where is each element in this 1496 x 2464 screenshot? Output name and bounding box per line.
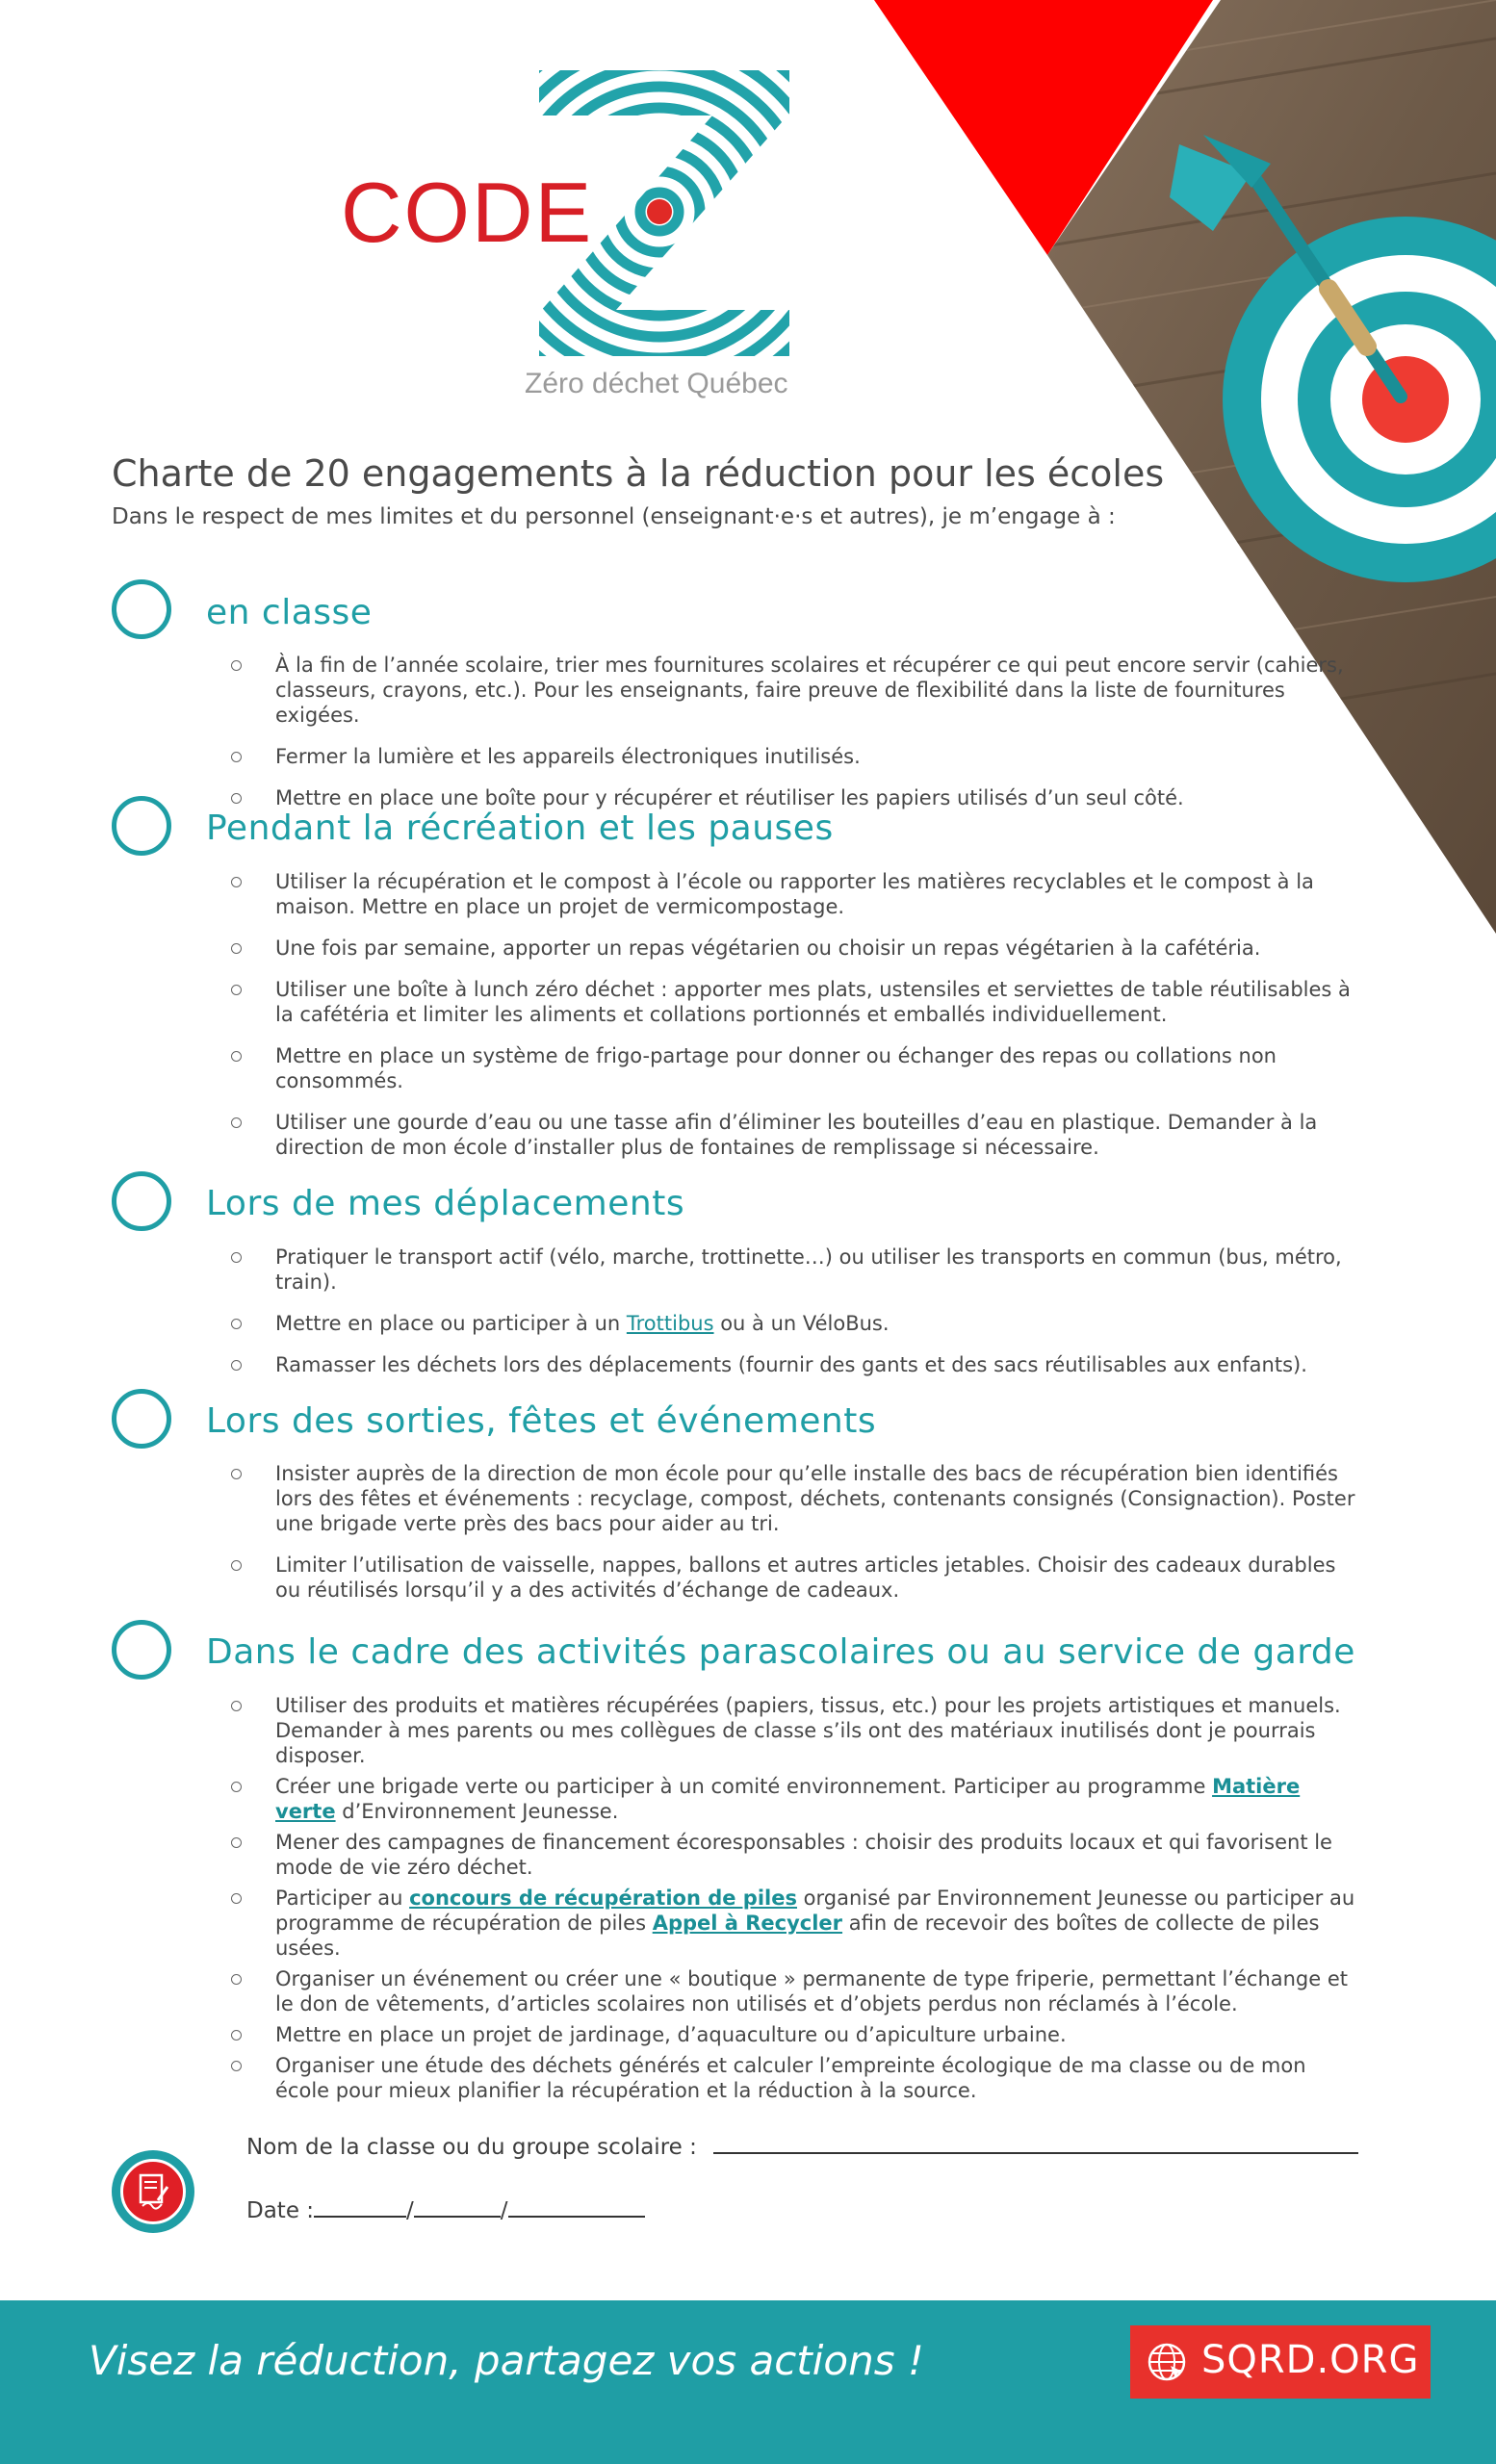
list-item: Mener des campagnes de financement écoresponsables : choisir des produits locaux et qui favorisent le mode de vie zéro déchet. xyxy=(231,1830,1357,1880)
section-title: Lors des sorties, fêtes et événements xyxy=(206,1401,877,1441)
commitment-list xyxy=(231,653,1357,827)
commitment-list xyxy=(231,1245,1357,1394)
commitment-list xyxy=(231,869,1357,1176)
list-item: Insister auprès de la direction de mon école pour qu’elle installe des bacs de récupération bien identifiés lors des fêtes et événements : recyclage, compost, déchets, contenants consignés (Consignaction). Poster une brigade verte près des bacs pour aider au tri. xyxy=(231,1461,1357,1536)
class-name-label: Nom de la classe ou du groupe scolaire : xyxy=(246,2135,697,2160)
list-item: Organiser un événement ou créer une « boutique » permanente de type friperie, permettant l’échange et le don de vêtements, d’articles scolaires non utilisés et d’objets perdus non réclamés à l’école. xyxy=(231,1966,1357,2016)
section-title: en classe xyxy=(206,593,373,632)
list-item: Ramasser les déchets lors des déplacements (fournir des gants et des sacs réutilisables aux enfants). xyxy=(231,1352,1357,1377)
page-title: Charte de 20 engagements à la réduction pour les écoles xyxy=(112,452,1165,495)
logo-tagline: Zéro déchet Québec xyxy=(525,368,788,399)
commitment-list xyxy=(231,1461,1357,1619)
list-item: Utiliser des produits et matières récupérées (papiers, tissus, etc.) pour les projets artistiques et manuels. Demander à mes parents ou mes collègues de classe s’ils ont des matériaux inutilisés dont je pourrais disposer. xyxy=(231,1693,1357,1768)
globe-icon xyxy=(1146,2341,1188,2383)
checkbox-circle[interactable] xyxy=(112,1171,171,1231)
appel-a-recycler-link[interactable]: Appel à Recycler xyxy=(652,1912,843,1935)
section-title: Dans le cadre des activités parascolaires ou au service de garde xyxy=(206,1632,1355,1672)
trottibus-link[interactable]: Trottibus xyxy=(626,1312,714,1335)
list-item: Mettre en place ou participer à un Trottibus ou à un VéloBus. xyxy=(231,1311,1357,1336)
matiere-verte-link[interactable]: Matière verte xyxy=(275,1775,1301,1823)
signature-icon xyxy=(112,2150,194,2233)
checkbox-circle[interactable] xyxy=(112,1620,171,1680)
concours-piles-link[interactable]: concours de récupération de piles xyxy=(409,1886,797,1910)
checkbox-circle[interactable] xyxy=(112,796,171,856)
footer-banner xyxy=(0,2300,1496,2464)
list-item: Créer une brigade verte ou participer à un comité environnement. Participer au programme Matière verte d’Environnement Jeunesse. xyxy=(231,1774,1357,1824)
section-title: Lors de mes déplacements xyxy=(206,1184,685,1223)
checkbox-circle[interactable] xyxy=(112,579,171,639)
list-item: Mettre en place un projet de jardinage, d’aquaculture ou d’apiculture urbaine. xyxy=(231,2022,1357,2047)
z-target-mark xyxy=(327,58,828,375)
section-title: Pendant la récréation et les pauses xyxy=(206,808,834,848)
date-field[interactable]: Date : / / xyxy=(246,2194,645,2223)
date-label: Date : xyxy=(246,2198,315,2223)
page-subtitle: Dans le respect de mes limites et du personnel (enseignant·e·s et autres), je m’engage à : xyxy=(112,504,1116,529)
list-item: Utiliser la récupération et le compost à l’école ou rapporter les matières recyclables et le compost à la maison. Mettre en place un projet de vermicompostage. xyxy=(231,869,1357,919)
logo-code-text: CODE xyxy=(341,165,594,260)
list-item: Participer au concours de récupération de piles organisé par Environnement Jeunesse ou participer au programme de récupération de piles Appel à Recycler afin de recevoir des boîtes de collecte de piles usées. xyxy=(231,1886,1357,1961)
list-item: Mettre en place une boîte pour y récupérer et réutiliser les papiers utilisés d’un seul côté. xyxy=(231,785,1357,810)
website-label: SQRD.ORG xyxy=(1201,2338,1420,2382)
list-item: Utiliser une boîte à lunch zéro déchet : apporter mes plats, ustensiles et serviettes de table réutilisables à la cafétéria et limiter les aliments et collations portionnés et emballés individuellement. xyxy=(231,977,1357,1027)
codez-logo xyxy=(327,58,828,414)
checkbox-circle[interactable] xyxy=(112,1389,171,1449)
footer-slogan: Visez la réduction, partagez vos actions ! xyxy=(89,2337,924,2384)
list-item: Une fois par semaine, apporter un repas végétarien ou choisir un repas végétarien à la cafétéria. xyxy=(231,936,1357,961)
list-item: Pratiquer le transport actif (vélo, marche, trottinette…) ou utiliser les transports en commun (bus, métro, train). xyxy=(231,1245,1357,1295)
website-button[interactable] xyxy=(1130,2325,1431,2399)
list-item: Organiser une étude des déchets générés et calculer l’empreinte écologique de ma classe ou de mon école pour mieux planifier la récupération et la réduction à la source. xyxy=(231,2053,1357,2103)
list-item: Fermer la lumière et les appareils électroniques inutilisés. xyxy=(231,744,1357,769)
list-item: Utiliser une gourde d’eau ou une tasse afin d’éliminer les bouteilles d’eau en plastique. Demander à la direction de mon école d’installer plus de fontaines de remplissage si nécessaire. xyxy=(231,1110,1357,1160)
commitment-list xyxy=(231,1693,1357,2109)
class-name-field[interactable] xyxy=(246,2131,1358,2160)
list-item: Mettre en place un système de frigo-partage pour donner ou échanger des repas ou collations non consommés. xyxy=(231,1043,1357,1093)
list-item: À la fin de l’année scolaire, trier mes fournitures scolaires et récupérer ce qui peut encore servir (cahiers, classeurs, crayons, etc.). Pour les enseignants, faire preuve de flexibilité dans la liste de fournitures exigées. xyxy=(231,653,1357,728)
list-item: Limiter l’utilisation de vaisselle, nappes, ballons et autres articles jetables. Choisir des cadeaux durables ou réutilisés lorsqu’il y a des activités d’échange de cadeaux. xyxy=(231,1553,1357,1603)
